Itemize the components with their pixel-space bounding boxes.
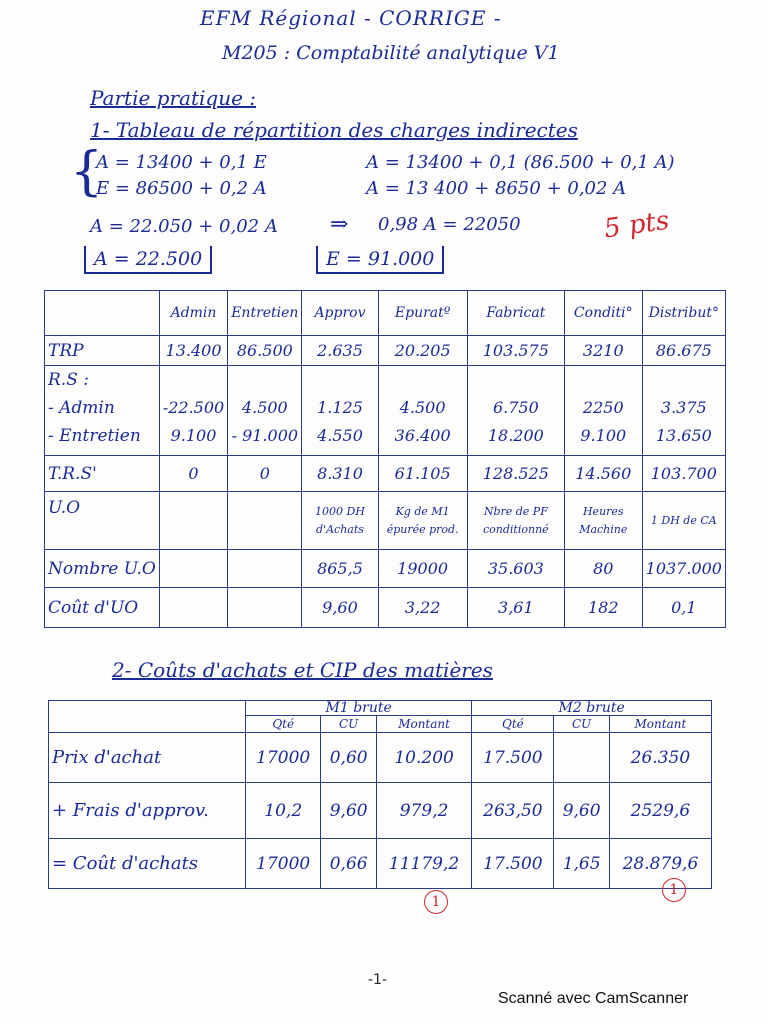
table-cell: 17.500: [472, 733, 554, 783]
table-cell: 17000: [246, 733, 321, 783]
table-cell: 11179,2: [376, 839, 471, 889]
table1-header-empty: [45, 291, 160, 336]
table-cell: Heures Machine: [564, 492, 642, 550]
row-label: U.O: [45, 492, 160, 550]
table-cell: 8.310: [302, 456, 378, 492]
table-cell: 3,61: [467, 588, 564, 628]
result-e-box: E = 91.000: [316, 246, 444, 274]
row-cout-uo: [45, 588, 726, 628]
table-cell: 1037.000: [642, 550, 725, 588]
rs-cell: [228, 366, 302, 456]
row-trs: [45, 456, 726, 492]
table-cell: - 91.000: [231, 426, 299, 445]
equation-e: E = 86500 + 0,2 A: [96, 178, 267, 199]
table2-group-row: [49, 701, 712, 716]
row-prix-achat: [49, 733, 712, 783]
points-text: 5 pts: [602, 205, 672, 245]
rs-cell: [642, 366, 725, 456]
row-label: T.R.S': [45, 456, 160, 492]
col-approv: Approv: [302, 291, 378, 336]
table-cell: 0,60: [321, 733, 376, 783]
table-cell: [159, 588, 227, 628]
system-brace: {: [70, 142, 104, 202]
sub-qte-2: Qté: [472, 716, 554, 733]
col-epuration: Epuratº: [378, 291, 467, 336]
row-label: + Frais d'approv.: [49, 783, 246, 839]
points-annotation: [602, 206, 671, 245]
col-distribution: Distribut°: [642, 291, 725, 336]
table-cell: [228, 492, 302, 550]
table-cell: 19000: [378, 550, 467, 588]
table-cell: 979,2: [376, 783, 471, 839]
col-admin: Admin: [159, 291, 227, 336]
rs-cell: [302, 366, 378, 456]
row-trp: [45, 336, 726, 366]
section-2-title: 2- Coûts d'achats et CIP des matières: [112, 658, 493, 682]
table-cell: Kg de M1 épurée prod.: [378, 492, 467, 550]
table-cell: 0,1: [642, 588, 725, 628]
col-entretien: Entretien: [228, 291, 302, 336]
table-cell: 10,2: [246, 783, 321, 839]
rs-admin-label: - Admin: [48, 398, 115, 418]
rs-cell: [564, 366, 642, 456]
table-cell: 0: [159, 456, 227, 492]
table-cell: 0,66: [321, 839, 376, 889]
rs-label: R.S :: [48, 370, 89, 390]
table-cell: 263,50: [472, 783, 554, 839]
table-cell: 4.500: [399, 398, 446, 417]
rs-entretien-label: - Entretien: [48, 426, 141, 446]
implies-arrow: ⇒: [330, 212, 349, 237]
table-cell: Nbre de PF conditionné: [467, 492, 564, 550]
table-cell: 26.350: [609, 733, 711, 783]
repartition-table: [44, 290, 726, 628]
table-cell: 865,5: [302, 550, 378, 588]
table-cell: 18.200: [487, 426, 544, 445]
table-cell: 14.560: [564, 456, 642, 492]
table-cell: 3.375: [660, 398, 707, 417]
sub-montant-1: Montant: [376, 716, 471, 733]
table-cell: 80: [564, 550, 642, 588]
table-cell: 9,60: [554, 783, 609, 839]
section-partie-pratique: Partie pratique :: [90, 86, 257, 110]
table-cell: 10.200: [376, 733, 471, 783]
row-label: Nombre U.O: [45, 550, 160, 588]
table-cell: 4.500: [241, 398, 288, 417]
row-label: TRP: [45, 336, 160, 366]
table-cell: 182: [564, 588, 642, 628]
rs-label-cell: [45, 366, 160, 456]
table-cell: -22.500: [162, 398, 225, 417]
table-cell: 103.700: [642, 456, 725, 492]
table-cell: 36.400: [394, 426, 451, 445]
table-cell: 28.879,6: [609, 839, 711, 889]
equation-substitution: A = 13400 + 0,1 (86.500 + 0,1 A): [366, 152, 675, 173]
page-subtitle: M205 : Comptabilité analytique V1: [222, 42, 560, 64]
table-cell: 103.575: [467, 336, 564, 366]
page-title: EFM Régional - CORRIGE -: [200, 6, 502, 30]
sub-montant-2: Montant: [609, 716, 711, 733]
table-cell: 17000: [246, 839, 321, 889]
table-cell: 9,60: [321, 783, 376, 839]
row-uo: [45, 492, 726, 550]
equation-expanded: A = 13 400 + 8650 + 0,02 A: [366, 178, 627, 199]
table-cell: 0: [228, 456, 302, 492]
table-cell: [554, 733, 609, 783]
sub-cu-2: CU: [554, 716, 609, 733]
row-rs: [45, 366, 726, 456]
sub-qte-1: Qté: [246, 716, 321, 733]
scanner-watermark: Scanné avec CamScanner: [498, 990, 689, 1007]
table-cell: 2529,6: [609, 783, 711, 839]
result-a-box: A = 22.500: [84, 246, 212, 274]
table-cell: [159, 492, 227, 550]
table-cell: 20.205: [378, 336, 467, 366]
table-cell: 3,22: [378, 588, 467, 628]
section-1-title: 1- Tableau de répartition des charges indirectes: [90, 118, 578, 142]
rs-cell: [378, 366, 467, 456]
equation-simplified: A = 22.050 + 0,02 A: [90, 216, 278, 237]
grading-mark-2: 1: [662, 878, 686, 902]
equation-a: A = 13400 + 0,1 E: [96, 152, 267, 173]
row-frais-approv: [49, 783, 712, 839]
table-cell: 1.125: [317, 398, 363, 417]
table-cell: 1000 DH d'Achats: [302, 492, 378, 550]
table-cell: 9.100: [580, 426, 627, 445]
cout-achat-table: [48, 700, 712, 889]
table-cell: [228, 550, 302, 588]
table1-header: [45, 291, 726, 336]
table-cell: 9.100: [170, 426, 217, 445]
table-cell: 3210: [564, 336, 642, 366]
table-cell: 35.603: [467, 550, 564, 588]
table-cell: 128.525: [467, 456, 564, 492]
rs-cell: [467, 366, 564, 456]
group-m2-brute: M2 brute: [472, 701, 712, 716]
table-cell: [228, 588, 302, 628]
sub-cu-1: CU: [321, 716, 376, 733]
table-cell: 86.675: [642, 336, 725, 366]
table2-corner: [49, 701, 246, 733]
row-label: Coût d'UO: [45, 588, 160, 628]
grading-mark-1: 1: [424, 890, 448, 914]
row-label: Prix d'achat: [49, 733, 246, 783]
table-cell: 2.635: [302, 336, 378, 366]
row-cout-achats: [49, 839, 712, 889]
table-cell: 17.500: [472, 839, 554, 889]
table-cell: 4.550: [317, 426, 363, 445]
row-nombre-uo: [45, 550, 726, 588]
table-cell: 13.400: [159, 336, 227, 366]
table-cell: 2250: [582, 398, 624, 417]
table-cell: 1 DH de CA: [642, 492, 725, 550]
table-cell: 61.105: [378, 456, 467, 492]
equation-solved: 0,98 A = 22050: [378, 214, 521, 235]
table-cell: 86.500: [228, 336, 302, 366]
table-cell: 13.650: [655, 426, 712, 445]
table-cell: 1,65: [554, 839, 609, 889]
group-m1-brute: M1 brute: [246, 701, 472, 716]
table-cell: 6.750: [492, 398, 539, 417]
row-label: = Coût d'achats: [49, 839, 246, 889]
table-cell: 9,60: [302, 588, 378, 628]
col-fabrication: Fabricat: [467, 291, 564, 336]
col-conditionnement: Conditi°: [564, 291, 642, 336]
rs-cell: [159, 366, 227, 456]
table-cell: [159, 550, 227, 588]
page-number: -1-: [368, 972, 388, 988]
